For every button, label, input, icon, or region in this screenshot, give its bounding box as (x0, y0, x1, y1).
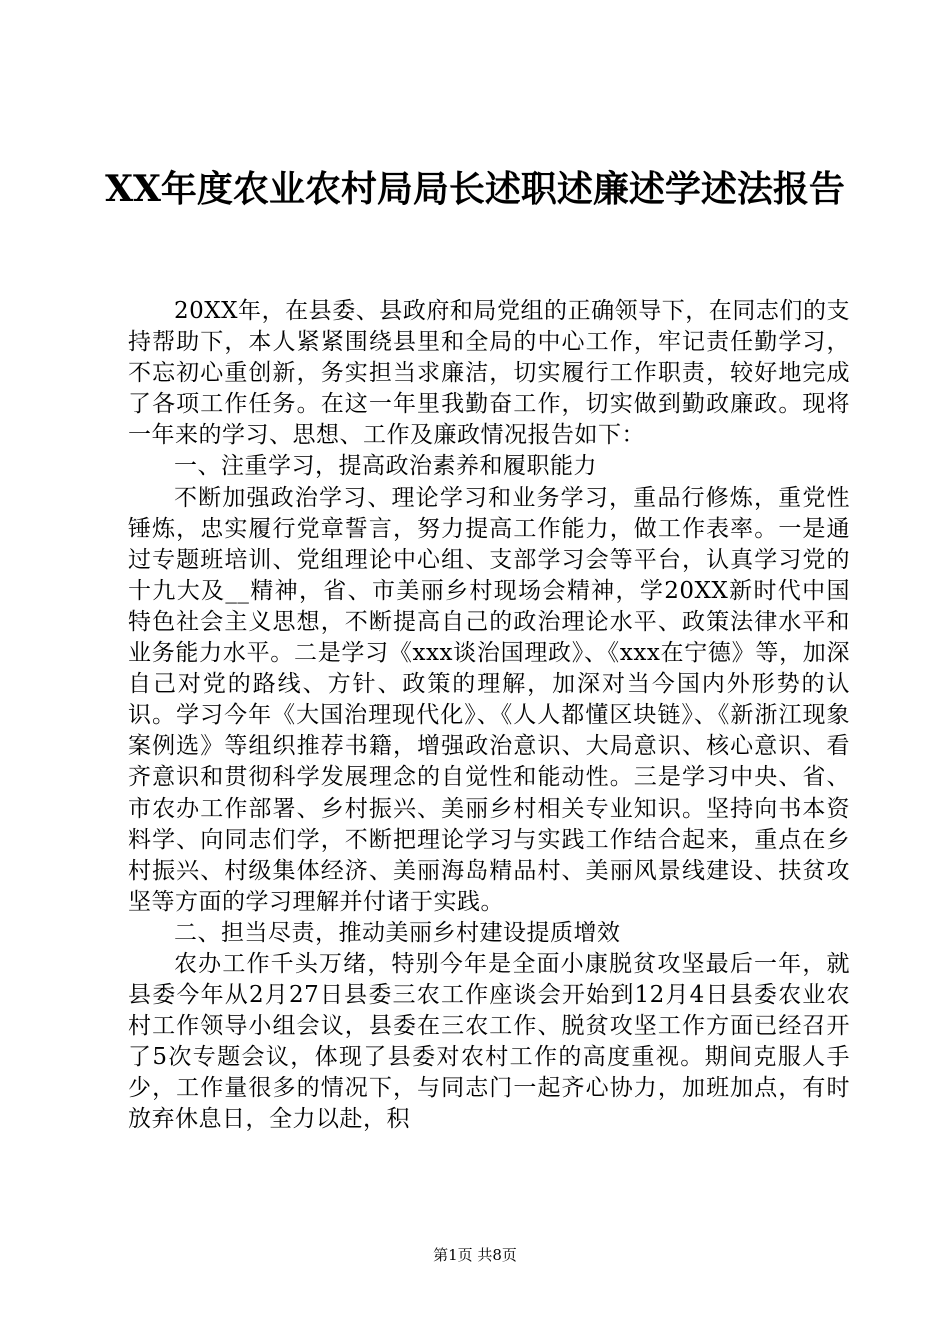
document-body (128, 296, 850, 1136)
paragraph-study: 不断加强政治学习、理论学习和业务学习，重品行修炼，重党性锤炼，忠实履行党章誓言，努力提高工作能力，做工作表率。一是通过专题班培训、党组理论中心组、支部学习会等平台，认真学习党的十九大及__精神，省、市美丽乡村现场会精神，学20XX新时代中国特色社会主义思想，不断提高自己的政治理论水平、政策法律水平和业务能力水平。二是学习《xxx谈治国理政》、《xxx在宁德》等，加深自己对党的路线、方针、政策的理解，加深对当今国内外形势的认识。学习今年《大国治理现代化》、《人人都懂区块链》、《新浙江现象案例选》等组织推荐书籍，增强政治意识、大局意识、核心意识、看齐意识和贯彻科学发展理念的自觉性和能动性。三是学习中央、省、市农办工作部署、乡村振兴、美丽乡村相关专业知识。坚持向书本资料学、向同志们学，不断把理论学习与实践工作结合起来，重点在乡村振兴、村级集体经济、美丽海岛精品村、美丽风景线建设、扶贫攻坚等方面的学习理解并付诸于实践。 (128, 484, 850, 915)
paragraph-intro: 20XX年，在县委、县政府和局党组的正确领导下，在同志们的支持帮助下，本人紧紧围绕县里和全局的中心工作，牢记责任勤学习，不忘初心重创新，务实担当求廉洁，切实履行工作职责，较好地完成了各项工作任务。在这一年里我勤奋工作，切实做到勤政廉政。现将一年来的学习、思想、工作及廉政情况报告如下： (128, 298, 850, 449)
document-title: XX年度农业农村局局长述职述廉述学述法报告 (105, 168, 845, 210)
section-heading-1: 一、注重学习，提高政治素养和履职能力 (174, 453, 597, 480)
section-heading-2: 二、担当尽责，推动美丽乡村建设提质增效 (174, 919, 621, 946)
paragraph-work: 农办工作千头万绪，特别今年是全面小康脱贫攻坚最后一年，就县委今年从2月27日县委三农工作座谈会开始到12月4日县委农业农村工作领导小组会议，县委在三农工作、脱贫攻坚工作方面已经召开了5次专题会议，体现了县委对农村工作的高度重视。期间克服人手少，工作量很多的情况下，与同志门一起齐心协力，加班加点，有时放弃休息日，全力以赴，积 (128, 950, 850, 1133)
page-footer: 第1页 共8页 (433, 1246, 517, 1264)
